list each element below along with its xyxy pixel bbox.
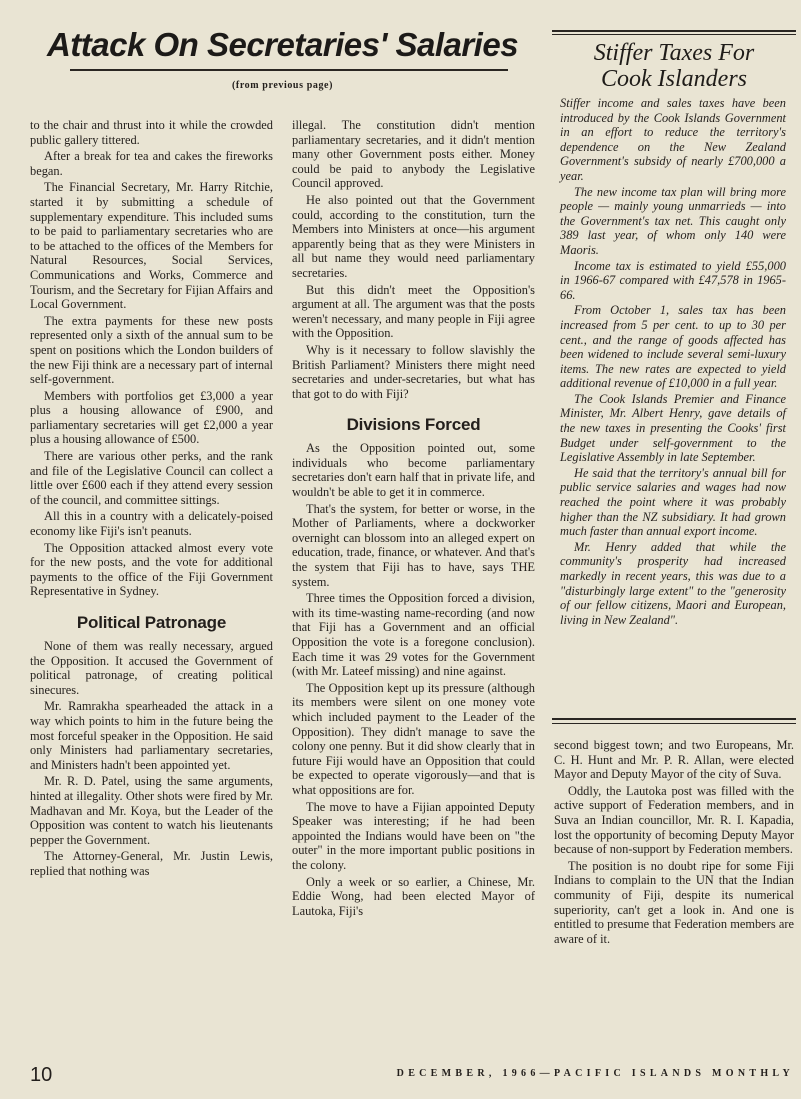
headline: Attack On Secretaries' Salaries [46, 26, 519, 63]
article-column-3 [554, 738, 794, 948]
paragraph: Mr. Henry added that while the community's prosperity had increased markedly in recent years, this was due to a "disturbingly large extent" to the "generosity of our fellow citizens, Maori and European, living in New Zealand". [560, 539, 786, 627]
paragraph: The position is no doubt ripe for some Fiji Indians to complain to the UN that the Indian community of Fiji, despite its numerical superiority, can't get a look in. And one is entitled to presume that Federation members are aware of it. [554, 858, 794, 946]
paragraph: Three times the Opposition forced a division, with its time-wasting name-recording (and now that Fiji has a Government and an official Opposition the vote is a foregone conclusion). Each time it was 29 votes for the Government (with Mr. Lateef missing) and nine against. [292, 591, 535, 679]
paragraph: Members with portfolios get £3,000 a year plus a housing allowance of £900, and parliamentary secretaries will get £2,000 a year plus a housing allowance of £500. [30, 388, 273, 447]
paragraph: to the chair and thrust into it while the crowded public gallery tittered. [30, 118, 273, 147]
paragraph: The Cook Islands Premier and Finance Minister, Mr. Albert Henry, gave details of the new taxes in presenting the Cooks' first Budget under self-government to the Legislative Assembly in late September. [560, 391, 786, 465]
paragraph: Mr. R. D. Patel, using the same arguments, hinted at illegality. Other shots were fired by Mr. Madhavan and Mr. Koya, but the Leader of the Opposition was content to watch his lieutenants pepper the Government. [30, 774, 273, 847]
paragraph: Stiffer income and sales taxes have been introduced by the Cook Islands Government in an effort to reduce the territory's dependence on the New Zealand Government's subsidy of nearly £700,000 a year. [560, 96, 786, 183]
page-number: 10 [30, 1064, 53, 1086]
running-footer: DECEMBER, 1966—PACIFIC ISLANDS MONTHLY [396, 1068, 794, 1079]
sidebar-title-line-2: Cook Islanders [601, 66, 747, 92]
paragraph: All this in a country with a delicately-poised economy like Fiji's isn't peanuts. [30, 509, 273, 539]
paragraph: After a break for tea and cakes the fireworks began. [30, 149, 273, 178]
paragraph: The Financial Secretary, Mr. Harry Ritchie, started it by submitting a schedule of supplementary expenditure. This included sums to be paid to parliamentary secretaries who are to be attached to the offices of the Members for Natural Resources, Social Services, Communications and Works, Commerce and Tourism, and the Secretary for Fijian Affairs and Local Government. [30, 180, 273, 312]
paragraph: The Opposition attacked almost every vote for the new posts, and the vote for additional payments to the office of the Fiji Government Representative in Sydney. [30, 540, 273, 599]
paragraph: second biggest town; and two Europeans, Mr. C. H. Hunt and Mr. P. R. Allan, were elected Mayor and Deputy Mayor of the city of Suva. [554, 738, 794, 782]
paragraph: Only a week or so earlier, a Chinese, Mr. Eddie Wong, had been elected Mayor of Lautoka, Fiji's [292, 874, 535, 918]
headline-rule [70, 69, 508, 71]
paragraph: Mr. Ramrakha spearheaded the attack in a way which points to him in the future being the most forceful speaker in the Opposition. He said only Ministers had parliamentary secretaries, and Ministers hadn't been appointed yet. [30, 699, 273, 772]
sidebar-bottom-rule [552, 718, 796, 720]
paragraph: The Opposition kept up its pressure (although its members were silent on one money vote which included payment to the Leader of the Opposition). They didn't manage to save the colony one penny. But it did show clearly that in future Fiji would have an Opposition that could be expected to operate vigorously—and that is what oppositions are for. [292, 680, 535, 797]
paragraph: The Attorney-General, Mr. Justin Lewis, replied that nothing was [30, 849, 273, 878]
article-column-1 [30, 118, 273, 881]
paragraph: There are various other perks, and the rank and file of the Legislative Council can collect a little over £600 each if they attend every session of the council, and committee sittings. [30, 449, 273, 507]
sidebar-top-rule [552, 30, 796, 32]
paragraph: Why is it necessary to follow slavishly the British Parliament? Ministers there might need secretaries and under-secretaries, but what has that got to do with Fiji? [292, 342, 535, 401]
subheading-divisions-forced: Divisions Forced [346, 415, 481, 435]
sidebar-top-rule-thin [552, 34, 796, 35]
paragraph: He said that the territory's annual bill for public service salaries and wages had now reached the point where it was probably higher than the NZ subsidiary. It had grown much faster than annual export income. [560, 465, 786, 539]
sidebar-title [554, 40, 794, 92]
paragraph: The extra payments for these new posts represented only a sixth of the annual sum to be spent on positions which the London builders of the new Fiji think are a necessary part of internal self-government. [30, 313, 273, 387]
paragraph: But this didn't meet the Opposition's argument at all. The argument was that the posts weren't necessary, and many people in Fiji agree with the Opposition. [292, 282, 535, 341]
subheading-political-patronage: Political Patronage [76, 613, 227, 632]
paragraph: That's the system, for better or worse, in the Mother of Parliaments, where a dockworker overnight can blossom into an alleged expert on education, trade, finance, or whatever. And that's the system that Fiji has to have, says THE system. [292, 501, 535, 589]
paragraph: As the Opposition pointed out, some individuals who become parliamentary secretaries don't earn half that in private life, and wouldn't be able to get it in commerce. [292, 441, 535, 500]
paragraph: None of them was really necessary, argued the Opposition. It accused the Government of political patronage, of creating political sinecures. [30, 639, 273, 697]
paragraph: illegal. The constitution didn't mention parliamentary secretaries, and it didn't mention many other Government posts either. Money could be paid to anybody the Legislative Council approved. [292, 118, 535, 191]
sidebar-article [560, 96, 786, 628]
paragraph: The new income tax plan will bring more people — mainly young unmarrieds — into the Government's tax net. This caught only 389 last year, of whom only 140 were Maoris. [560, 184, 786, 257]
paragraph: The move to have a Fijian appointed Deputy Speaker was interesting; if he had been appointed the Indians would have been on "the outer" in the more important public positions in the colony. [292, 799, 535, 872]
continuation-note: (from previous page) [231, 80, 334, 91]
article-column-2 [292, 118, 535, 920]
paragraph: Oddly, the Lautoka post was filled with the active support of Federation members, and in Suva an Indian councillor, Mr. R. I. Kapadia, lost the opportunity of becoming Deputy Mayor because of non-support by Federation members. [554, 783, 794, 857]
paragraph: From October 1, sales tax has been increased from 5 per cent. to up to 30 per cent., and the range of goods affected has been widened to include several semi-luxury items. The new rates are expected to yield additional revenue of £10,000 in a full year. [560, 303, 786, 391]
paragraph: Income tax is estimated to yield £55,000 in 1966-67 compared with £47,578 in 1965-66. [560, 258, 786, 302]
sidebar-title-line-1: Stiffer Taxes For [593, 40, 755, 66]
paragraph: He also pointed out that the Government could, according to the constitution, turn the Members into Ministers at once—his argument apparently being that as they were Ministers in all but name they would need parliamentary secretaries. [292, 192, 535, 280]
sidebar-bottom-rule-thin [552, 723, 796, 724]
